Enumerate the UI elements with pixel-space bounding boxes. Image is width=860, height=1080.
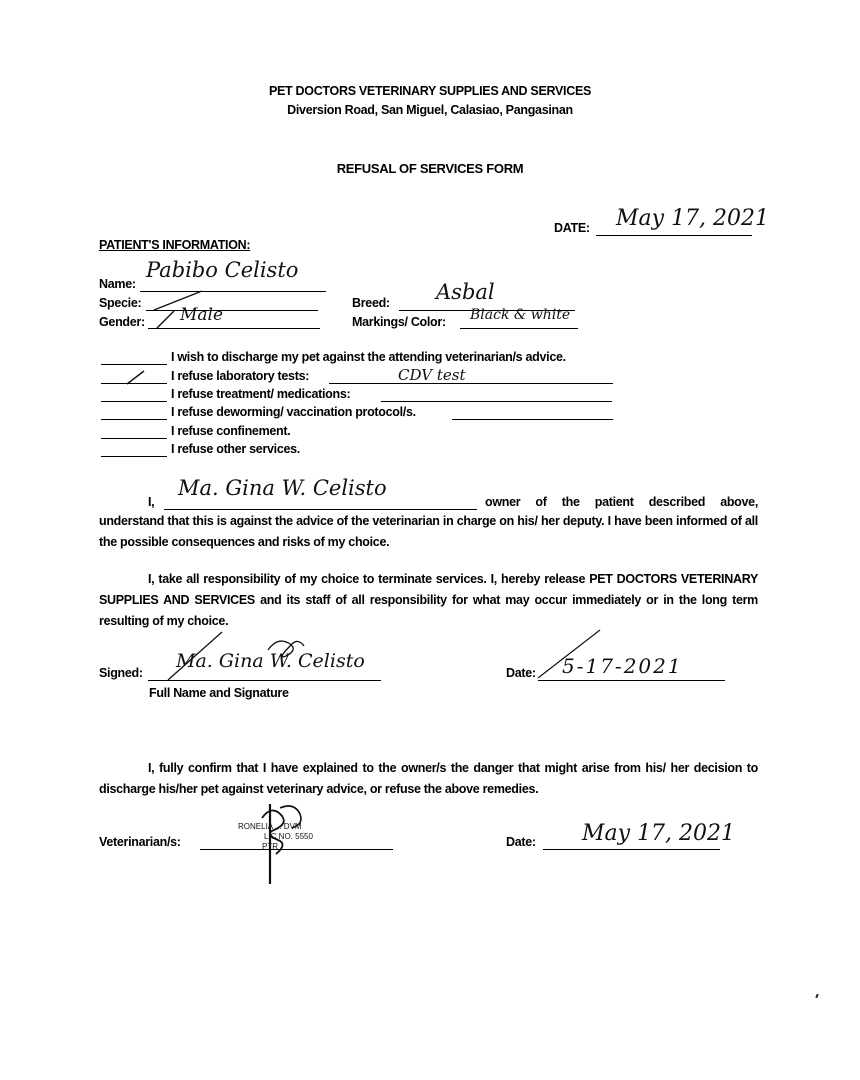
lab-tests-detail: CDV test	[398, 366, 466, 384]
gender-slash-mark	[154, 308, 178, 330]
check-line-discharge[interactable]	[101, 364, 167, 365]
date-line[interactable]	[596, 235, 752, 236]
full-name-caption: Full Name and Signature	[149, 686, 289, 700]
vet-date-line[interactable]	[543, 849, 720, 850]
treatment-detail-line[interactable]	[381, 401, 612, 402]
gender-value: Male	[180, 305, 224, 325]
name-label: Name:	[99, 277, 136, 291]
vet-date-value: May 17, 2021	[582, 821, 736, 846]
owner-name-line[interactable]	[164, 509, 477, 510]
markings-value: Black & white	[470, 307, 571, 323]
deworming-detail-line[interactable]	[452, 419, 613, 420]
date-value: May 17, 2021	[616, 206, 770, 231]
vet-stamp-license: LIC NO. 5550	[264, 832, 313, 841]
name-value: Pabibo Celisto	[146, 258, 299, 282]
statement2-text: I, take all responsibility of my choice to terminate services. I, hereby release PET DOCTORS VETERINARY SUPPLIES AND SERVICES and its staff of all responsibility for what may occur immediately or in the long term resulting of my choice.	[99, 572, 758, 628]
markings-line[interactable]	[460, 328, 578, 329]
owner-signature: Ma. Gina W. Celisto	[176, 650, 365, 672]
company-name: PET DOCTORS VETERINARY SUPPLIES AND SERVICES	[268, 84, 592, 98]
breed-value: Asbal	[436, 280, 495, 304]
lab-tests-detail-line[interactable]	[329, 383, 613, 384]
check-line-other[interactable]	[101, 456, 167, 457]
vet-signature-stamp-mark	[236, 798, 346, 890]
company-address: Diversion Road, San Miguel, Calasiao, Pangasinan	[287, 103, 573, 117]
markings-label: Markings/ Color:	[352, 315, 446, 329]
signed-label: Signed:	[99, 666, 143, 680]
gender-label: Gender:	[99, 315, 145, 329]
patient-section-title: PATIENT'S INFORMATION:	[99, 238, 251, 252]
breed-label: Breed:	[352, 296, 390, 310]
check-text-confinement: I refuse confinement.	[171, 424, 291, 438]
owner-name-handwritten: Ma. Gina W. Celisto	[178, 476, 387, 500]
owner-date-label: Date:	[506, 666, 536, 680]
statement3-text: I, fully confirm that I have explained to the owner/s the danger that might arise from his/ her decision to discharge his/her pet against veterinary advice, or refuse the above remedies.	[99, 761, 758, 796]
check-text-discharge: I wish to discharge my pet against the attending veterinarian/s advice.	[171, 350, 566, 364]
vet-stamp-ptr: PTR	[262, 842, 278, 851]
scan-speck	[815, 994, 819, 998]
check-line-treatment[interactable]	[101, 401, 167, 402]
check-line-deworming[interactable]	[101, 419, 167, 420]
check-text-lab-tests: I refuse laboratory tests:	[171, 369, 310, 383]
owner-date-value: 5-17-2021	[562, 654, 683, 678]
vet-label: Veterinarian/s:	[99, 835, 181, 849]
form-title: REFUSAL OF SERVICES FORM	[336, 161, 524, 176]
vet-stamp-name: RONELIA ... DVM	[238, 822, 302, 831]
specie-label: Specie:	[99, 296, 142, 310]
check-mark-lab-tests	[124, 368, 148, 386]
check-line-confinement[interactable]	[101, 438, 167, 439]
statement1-after-name: owner of the patient described above,	[485, 495, 758, 509]
check-text-deworming: I refuse deworming/ vaccination protocol/s.	[171, 405, 416, 419]
statement1-prefix: I,	[148, 495, 155, 509]
vet-date-label: Date:	[506, 835, 536, 849]
check-text-treatment: I refuse treatment/ medications:	[171, 387, 351, 401]
check-text-other: I refuse other services.	[171, 442, 300, 456]
date-label: DATE:	[554, 221, 590, 235]
statement1-text	[99, 511, 758, 553]
statement1-rest: understand that this is against the advice of the veterinarian in charge on his/ her deputy. I have been informed of all the possible consequences and risks of my choice.	[99, 514, 758, 549]
